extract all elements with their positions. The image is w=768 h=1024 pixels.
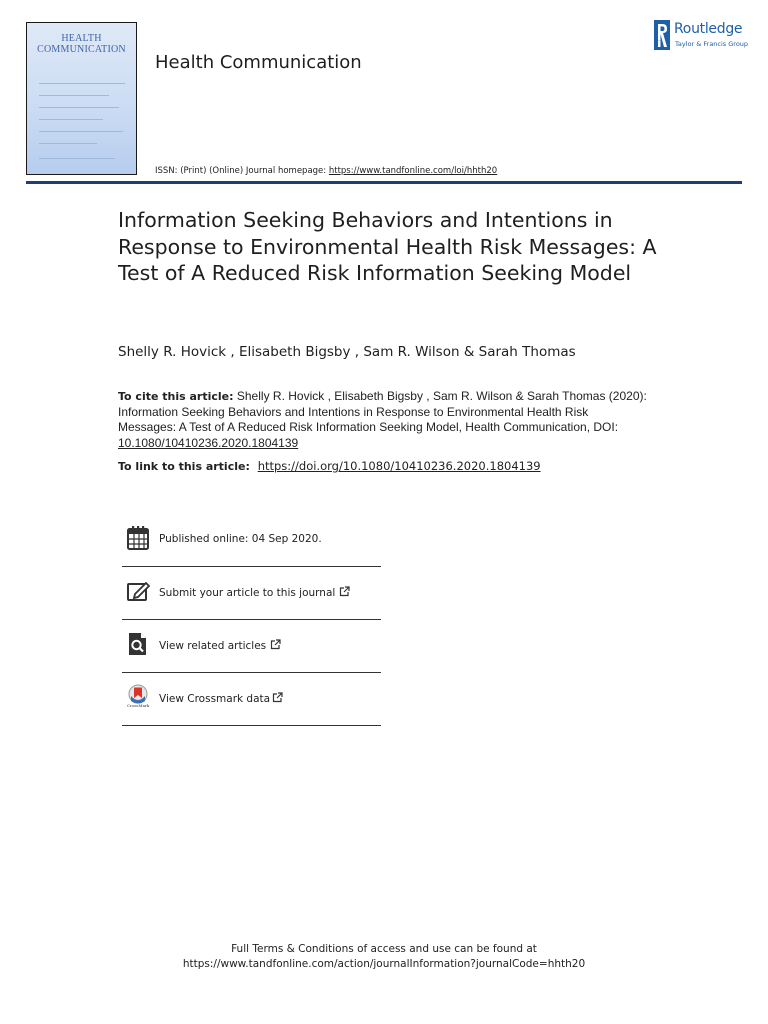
related-articles-link[interactable] <box>159 639 281 652</box>
publisher-name: Routledge <box>674 21 743 37</box>
terms-footer <box>0 942 768 972</box>
external-link-icon <box>272 692 283 703</box>
crossmark-badge-text: CrossMark <box>127 703 150 708</box>
related-articles-row[interactable] <box>122 621 381 673</box>
cover-title <box>27 33 136 55</box>
cover-decoration <box>39 119 103 120</box>
cover-decoration <box>39 95 109 96</box>
publisher-group: Taylor & Francis Group <box>675 40 749 48</box>
edit-document-icon <box>126 578 150 604</box>
cover-title-line1: HEALTH <box>61 33 102 44</box>
external-link-icon <box>339 586 350 597</box>
journal-homepage-link[interactable]: https://www.tandfonline.com/loi/hhth20 <box>328 166 498 176</box>
cover-decoration <box>39 107 119 108</box>
footer-terms-link[interactable]: https://www.tandfonline.com/action/journalInformation?journalCode=hhth20 <box>182 958 586 970</box>
search-document-icon <box>126 631 150 657</box>
article-doi-link[interactable]: https://doi.org/10.1080/10410236.2020.1804139 <box>257 459 541 473</box>
crossmark-link[interactable] <box>159 692 283 705</box>
published-date: Published online: 04 Sep 2020. <box>159 533 322 545</box>
citation-label: To cite this article: <box>118 390 234 403</box>
cover-decoration <box>39 83 125 84</box>
publisher-logo[interactable] <box>654 20 749 50</box>
cover-title-line2: COMMUNICATION <box>37 44 126 55</box>
published-online-row <box>122 515 381 567</box>
submit-article-label: Submit your article to this journal <box>159 587 336 599</box>
citation-doi-link[interactable]: 10.1080/10410236.2020.1804139 <box>118 435 299 450</box>
related-articles-label: View related articles <box>159 640 267 652</box>
cover-decoration <box>39 131 123 132</box>
cover-decoration <box>39 143 97 144</box>
crossmark-row[interactable] <box>122 674 381 726</box>
issn-text: ISSN: (Print) (Online) Journal homepage: <box>155 166 329 176</box>
article-link-line <box>118 459 541 473</box>
issn-line <box>155 166 497 176</box>
citation-text: Shelly R. Hovick , Elisabeth Bigsby , Sam R. Wilson & Sarah Thomas (2020): Information Seeking Behaviors and Intentions in Response to Environmental Health Risk Messages: A Test of A Reduced Risk Information Seeking Model, Health Communication, DOI: <box>118 389 647 434</box>
submit-article-link[interactable] <box>159 586 350 599</box>
journal-cover-image <box>26 22 137 175</box>
article-authors: Shelly R. Hovick , Elisabeth Bigsby , Sam R. Wilson & Sarah Thomas <box>118 344 576 360</box>
crossmark-label: View Crossmark data <box>159 693 271 705</box>
citation-block <box>118 389 648 451</box>
article-title: Information Seeking Behaviors and Intentions in Response to Environmental Health Risk Messages: A Test of A Reduced Risk Information Seeking Model <box>118 208 657 285</box>
footer-line-1: Full Terms & Conditions of access and use can be found at <box>231 943 537 955</box>
publisher-spine-text: ROUTLEDGE <box>655 41 662 42</box>
routledge-logo-icon <box>654 20 670 50</box>
cover-decoration <box>39 158 115 159</box>
external-link-icon <box>270 639 281 650</box>
journal-name: Health Communication <box>155 52 362 73</box>
header-divider <box>26 181 742 184</box>
submit-article-row[interactable] <box>122 568 381 620</box>
calendar-icon <box>126 525 150 551</box>
article-link-label: To link to this article: <box>118 460 254 473</box>
